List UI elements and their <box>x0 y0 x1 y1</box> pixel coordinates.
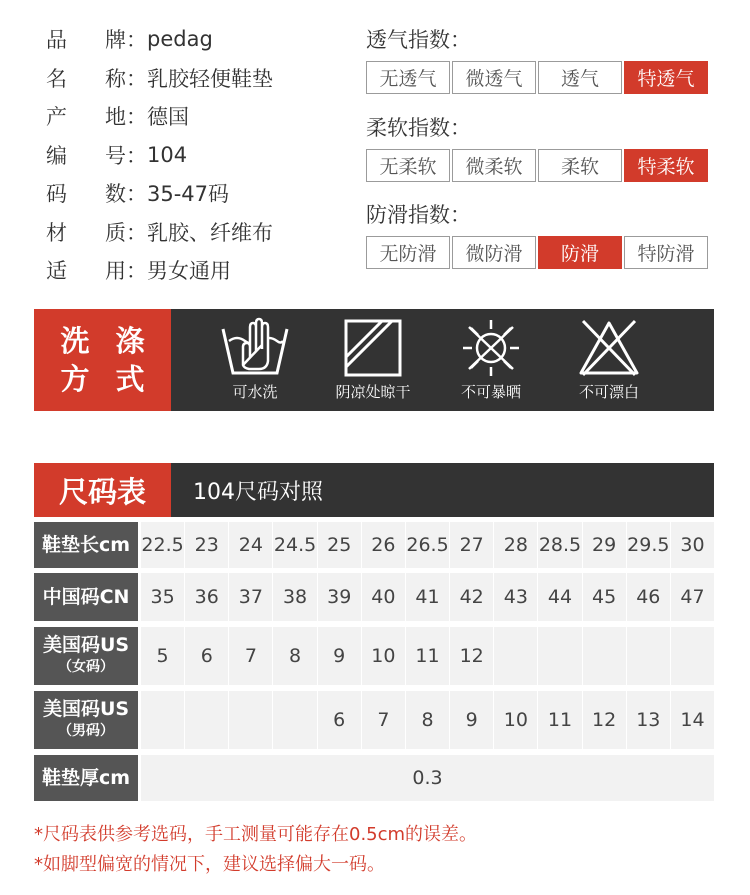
table-cell: 35 <box>141 573 184 621</box>
wash-item-dry-shade <box>314 309 432 411</box>
table-cell: 44 <box>538 573 581 621</box>
option-extra: 特防滑 <box>624 236 708 269</box>
table-cell: 46 <box>627 573 670 621</box>
table-cell: 41 <box>406 573 449 621</box>
table-cell: 25 <box>318 522 361 568</box>
spec-value: pedag <box>147 27 213 52</box>
spec-label: 品 牌 <box>46 28 126 53</box>
table-cell: 38 <box>273 573 316 621</box>
option-none: 无防滑 <box>366 236 450 269</box>
table-cell: 30 <box>671 522 714 568</box>
table-cell: 11 <box>406 627 449 685</box>
table-cell: 39 <box>318 573 361 621</box>
table-cell: 36 <box>185 573 228 621</box>
table-cell: 12 <box>583 691 626 749</box>
table-row-us-women <box>34 627 714 685</box>
option-extra: 特透气 <box>624 61 708 94</box>
wash-item-no-bleach <box>550 309 668 411</box>
spec-value: 乳胶轻便鞋垫 <box>147 66 273 91</box>
table-cell: 45 <box>583 573 626 621</box>
wash-item-hand-wash <box>196 309 314 411</box>
index-title: 防滑指数： <box>366 203 471 227</box>
no-sun-icon <box>455 317 527 379</box>
size-chart-subtitle: 104尺码对照 <box>193 479 323 505</box>
table-cell: 7 <box>229 627 272 685</box>
table-cell: 5 <box>141 627 184 685</box>
table-row-cn-size <box>34 573 714 621</box>
option-none: 无柔软 <box>366 149 450 182</box>
table-cell <box>494 627 537 685</box>
table-cell: 10 <box>362 627 405 685</box>
spec-origin: 产 地 ： 德国 <box>46 97 273 136</box>
spec-label: 名 称 <box>46 66 126 91</box>
table-cell: 23 <box>185 522 228 568</box>
table-cell: 12 <box>450 627 493 685</box>
table-row-thickness <box>34 755 714 801</box>
table-cell: 40 <box>362 573 405 621</box>
option-normal: 防滑 <box>538 236 622 269</box>
washing-panel <box>34 309 714 411</box>
wash-label: 可水洗 <box>232 383 278 401</box>
table-cell: 43 <box>494 573 537 621</box>
spec-sizes: 码 数 ： 35-47码 <box>46 174 273 213</box>
spec-brand: 品 牌 ： pedag <box>46 20 273 59</box>
table-cell <box>583 627 626 685</box>
table-cell <box>671 627 714 685</box>
dry-in-shade-icon <box>337 317 409 379</box>
table-cell: 47 <box>671 573 714 621</box>
table-cell <box>185 691 228 749</box>
note-line: *如脚型偏宽的情况下，建议选择偏大一码。 <box>34 854 385 875</box>
washing-title: 洗 涤 方 式 <box>34 309 171 411</box>
table-cell: 28 <box>494 522 537 568</box>
spec-value: 德国 <box>147 105 189 130</box>
row-label: 鞋垫厚cm <box>34 755 138 801</box>
table-row-us-men <box>34 691 714 749</box>
table-cell: 11 <box>538 691 581 749</box>
option-normal: 柔软 <box>538 149 622 182</box>
table-cell: 42 <box>450 573 493 621</box>
row-label: 鞋垫长cm <box>34 522 138 568</box>
spec-label: 材 质 <box>46 220 126 245</box>
softness-index <box>366 113 710 182</box>
option-slight: 微透气 <box>452 61 536 94</box>
table-row-insole-length <box>34 522 714 568</box>
table-cell: 14 <box>671 691 714 749</box>
row-label: 中国码CN <box>34 573 138 621</box>
option-none: 无透气 <box>366 61 450 94</box>
table-cell: 24.5 <box>273 522 316 568</box>
spec-value: 男女通用 <box>147 259 231 284</box>
spec-list <box>46 20 273 290</box>
table-cell: 0.3 <box>141 755 714 801</box>
table-cell <box>627 627 670 685</box>
hand-wash-icon <box>219 317 291 379</box>
table-cell: 8 <box>406 691 449 749</box>
table-cell: 24 <box>229 522 272 568</box>
spec-label: 编 号 <box>46 143 126 168</box>
spec-label: 码 数 <box>46 182 126 207</box>
option-slight: 微柔软 <box>452 149 536 182</box>
table-cell <box>538 627 581 685</box>
row-label: 美国码US （男码） <box>34 691 138 749</box>
table-cell: 37 <box>229 573 272 621</box>
table-cell: 29 <box>583 522 626 568</box>
table-cell <box>229 691 272 749</box>
spec-suitable: 适 用 ： 男女通用 <box>46 251 273 290</box>
wash-label: 阴凉处晾干 <box>335 383 411 401</box>
table-cell: 9 <box>450 691 493 749</box>
table-cell: 10 <box>494 691 537 749</box>
table-cell: 7 <box>362 691 405 749</box>
size-chart-title: 尺码表 <box>34 463 171 517</box>
table-cell: 28.5 <box>538 522 581 568</box>
note-line: *尺码表供参考选码，手工测量可能存在0.5cm的误差。 <box>34 824 478 845</box>
spec-label: 适 用 <box>46 259 126 284</box>
spec-model: 编 号 ： 104 <box>46 136 273 175</box>
spec-value: 35-47码 <box>147 182 230 207</box>
table-cell: 29.5 <box>627 522 670 568</box>
option-slight: 微防滑 <box>452 236 536 269</box>
size-notes <box>34 820 477 880</box>
table-cell: 27 <box>450 522 493 568</box>
spec-value: 104 <box>147 142 188 167</box>
anti-slip-index <box>366 200 710 269</box>
spec-value: 乳胶、纤维布 <box>147 220 273 245</box>
table-cell <box>273 691 316 749</box>
option-extra: 特柔软 <box>624 149 708 182</box>
wash-label: 不可漂白 <box>578 383 639 401</box>
size-chart-header <box>34 463 714 517</box>
no-bleach-icon <box>573 317 645 379</box>
index-title: 柔软指数： <box>366 116 471 140</box>
option-normal: 透气 <box>538 61 622 94</box>
wash-label: 不可暴晒 <box>460 383 521 401</box>
wash-item-no-sun <box>432 309 550 411</box>
spec-label: 产 地 <box>46 105 126 130</box>
table-cell: 22.5 <box>141 522 184 568</box>
table-cell: 13 <box>627 691 670 749</box>
table-cell: 6 <box>318 691 361 749</box>
spec-material: 材 质 ： 乳胶、纤维布 <box>46 213 273 252</box>
table-cell <box>141 691 184 749</box>
table-cell: 8 <box>273 627 316 685</box>
table-cell: 26.5 <box>406 522 449 568</box>
breathability-index <box>366 25 710 94</box>
table-cell: 9 <box>318 627 361 685</box>
table-cell: 26 <box>362 522 405 568</box>
table-cell: 6 <box>185 627 228 685</box>
row-label: 美国码US （女码） <box>34 627 138 685</box>
spec-name: 名 称 ： 乳胶轻便鞋垫 <box>46 59 273 98</box>
index-title: 透气指数： <box>366 28 471 52</box>
